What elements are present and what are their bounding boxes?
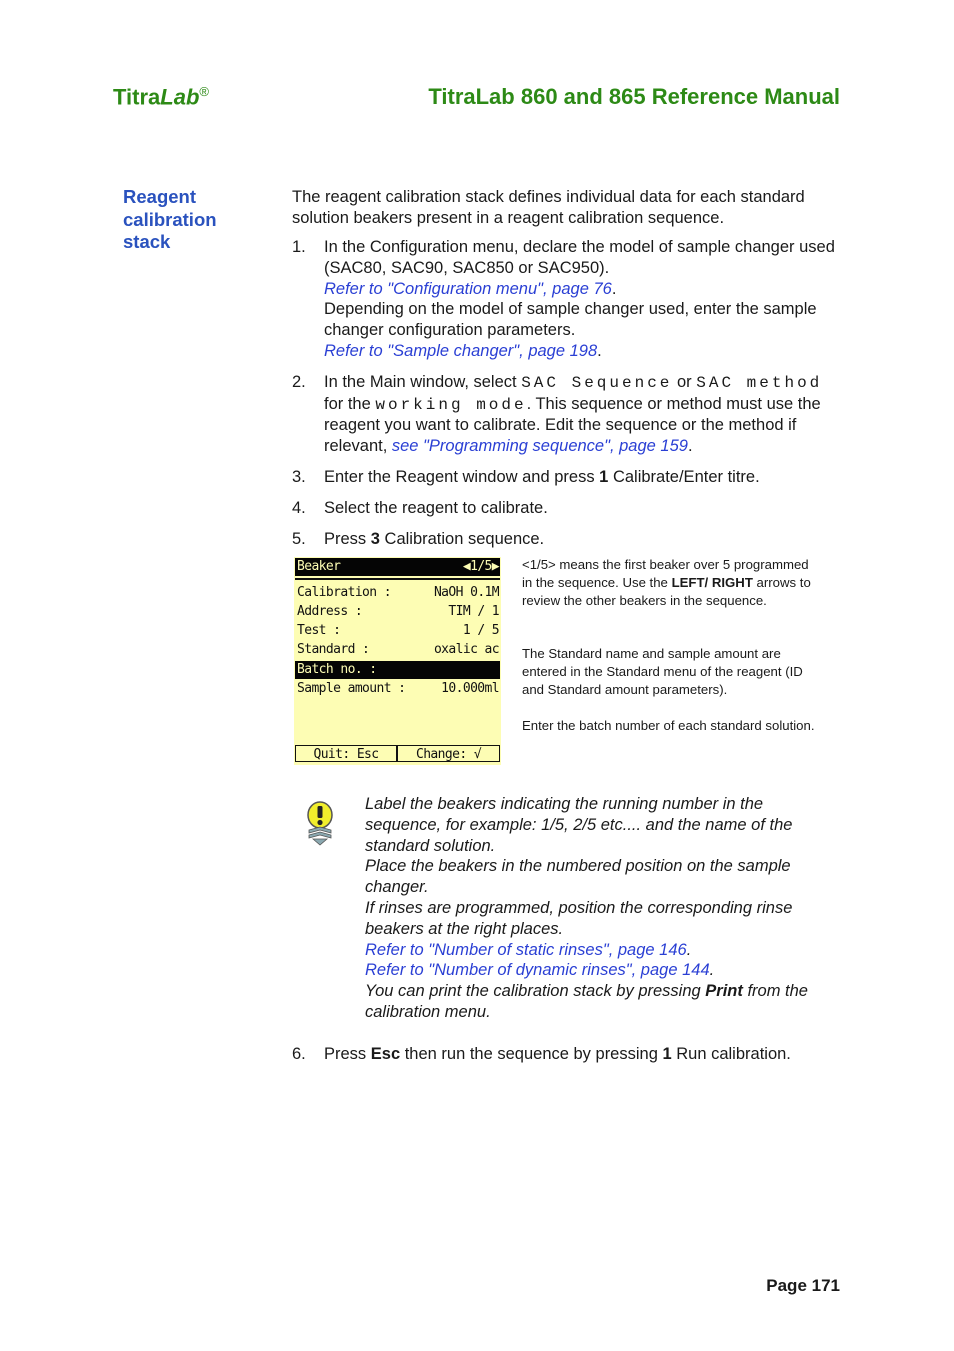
tip-block: Label the beakers indicating the running number in the sequence, for example: 1/5, 2/5 etc.... and the name of the standard solution. Place the beakers in the numbered position on the sample changer. If rinses are programmed, position the corresponding rinse beakers at the right places. Refer to "Number of static rinses", page 146. Refer to "Number of dynamic rinses", page 144. You can print the calibration stack by pressing Print from the calibration menu. xyxy=(365,794,840,1023)
step-number: 2. xyxy=(292,372,306,391)
key-label: LEFT/ RIGHT xyxy=(671,574,753,590)
step-text: Calibrate/Enter titre. xyxy=(608,467,760,486)
screen-row-sample-amount[interactable] xyxy=(295,680,500,698)
key-label: 1 xyxy=(662,1045,672,1063)
step-number: 4. xyxy=(292,498,306,517)
screen-row-calibration[interactable] xyxy=(295,584,500,602)
row-label: Calibration : xyxy=(297,585,391,600)
step-text: Press xyxy=(324,529,371,548)
key-label: Print xyxy=(705,982,743,1001)
step-2: 2. In the Main window, select SAC Sequence or SAC method for the working mode. This sequence or method must use the reagent you want to calibrate. Edit the sequence or the method if relevant, see "Programming sequence", page 159. xyxy=(292,372,823,456)
screen-row-batch-selected[interactable] xyxy=(295,661,500,679)
screen-title: Beaker xyxy=(297,559,341,574)
note-text: <1/5> means the first beaker over 5 programmed in the sequence. Use the xyxy=(522,557,809,590)
step-text: Depending on the model of sample changer used, enter the sample changer configuration parameters. xyxy=(324,300,817,340)
step-number: 3. xyxy=(292,467,306,486)
screen-row-standard[interactable] xyxy=(295,641,500,659)
step-text: Enter the Reagent window and press xyxy=(324,467,600,486)
tip-text: Place the beakers in the numbered position on the sample changer. xyxy=(365,857,791,897)
key-label: 1 xyxy=(599,467,609,486)
row-label: Sample amount : xyxy=(297,681,406,696)
row-value: 10.000ml xyxy=(441,681,499,696)
tip-text: You can print the calibration stack by pressing xyxy=(365,982,706,1001)
section-title-line: stack xyxy=(123,231,171,252)
step-text: or xyxy=(672,372,697,391)
programming-sequence-link[interactable]: see "Programming sequence", page 159 xyxy=(391,437,688,456)
key-label: Esc xyxy=(370,1045,401,1063)
step-4 xyxy=(292,498,837,519)
note-text: arrows to review the other beakers in the sequence. xyxy=(522,574,811,608)
step-text: then run the sequence by pressing xyxy=(400,1045,663,1063)
step-5 xyxy=(292,529,837,550)
manual-title: TitraLab 860 and 865 Reference Manual xyxy=(428,84,840,109)
sac-method-code: SAC method xyxy=(696,373,823,392)
sample-changer-link[interactable]: Refer to "Sample changer", page 198 xyxy=(324,341,598,360)
screen-note-counter xyxy=(522,556,822,609)
step-text: In the Configuration menu, declare the model of sample changer used (SAC80, SAC90, SAC850 or SAC950). xyxy=(324,238,835,277)
quit-esc-button[interactable]: Quit: Esc xyxy=(295,745,397,762)
row-value: NaOH 0.1M xyxy=(433,585,499,600)
beaker-counter[interactable]: ◀1/5▶ xyxy=(462,559,499,574)
configuration-menu-link[interactable]: Refer to "Configuration menu", page 76 xyxy=(324,279,612,298)
row-value: oxalic ac xyxy=(433,642,499,657)
intro-paragraph: The reagent calibration stack defines individual data for each standard solution beakers present in a reagent calibration sequence. xyxy=(292,188,805,227)
row-label: Standard : xyxy=(297,642,370,657)
dynamic-rinses-link[interactable]: Refer to "Number of dynamic rinses", page 144 xyxy=(365,961,710,980)
screen-title-bar xyxy=(295,558,500,576)
screen-row-test[interactable] xyxy=(295,622,500,640)
step-text: Press xyxy=(324,1045,371,1063)
row-value: TIM / 1 xyxy=(448,604,499,619)
step-3 xyxy=(292,467,837,488)
tip-text: If rinses are programmed, position the corresponding rinse beakers at the right places. xyxy=(365,898,793,938)
step-text: . This sequence or method must use the reagent you want to calibrate. Edit the sequence or the method if relevant, xyxy=(324,394,821,456)
key-label: 3 xyxy=(370,529,380,548)
static-rinses-link[interactable]: Refer to "Number of static rinses", page 146 xyxy=(365,940,687,959)
step-text: In the Main window, select xyxy=(324,372,522,391)
row-label: Test : xyxy=(297,623,341,638)
row-value: 1 / 5 xyxy=(462,623,499,638)
screen-divider xyxy=(295,578,500,580)
steps-list xyxy=(292,237,837,559)
section-title-line: Reagent xyxy=(123,186,196,207)
section-title-line: calibration xyxy=(123,208,217,230)
step-text: for the xyxy=(324,394,376,413)
screen-note-batch: Enter the batch number of each standard solution. xyxy=(522,718,815,733)
change-button[interactable]: Change: √ xyxy=(397,745,500,762)
working-mode-code: working mode xyxy=(375,395,527,414)
step-text: Select the reagent to calibrate. xyxy=(324,498,548,517)
step-1: 1. In the Configuration menu, declare the model of sample changer used (SAC80, SAC90, SAC850 or SAC950). Refer to "Configuration menu", page 76. Depending on the model of sample changer used, enter the sample changer configuration parameters. Refer to "Sample changer", page 198. xyxy=(292,238,835,360)
brand-mark: ® xyxy=(199,84,209,99)
step-number: 5. xyxy=(292,529,306,548)
tip-text: Label the beakers indicating the running number in the sequence, for example: 1/5, 2/5 etc.... and the name of the standard solution. xyxy=(365,795,793,855)
device-screen xyxy=(294,557,501,765)
step-6 xyxy=(292,1044,852,1065)
tip-text: from the calibration menu. xyxy=(365,982,808,1021)
lightbulb-tip-icon xyxy=(303,800,337,846)
row-label: Address : xyxy=(297,604,363,619)
row-label: Batch no. : xyxy=(297,662,377,677)
brand-prefix: Titra xyxy=(113,84,161,110)
page-number: Page 171 xyxy=(766,1276,840,1295)
section-title xyxy=(123,186,273,254)
step-text: Calibration sequence. xyxy=(379,529,545,548)
brand-logo xyxy=(113,84,209,110)
screen-note-standard: The Standard name and sample amount are entered in the Standard menu of the reagent (ID and Standard amount parameters). xyxy=(522,646,803,697)
brand-italic: Lab xyxy=(160,84,200,110)
step-text: Run calibration. xyxy=(671,1045,791,1063)
screen-row-address[interactable] xyxy=(295,603,500,621)
sac-sequence-code: SAC Sequence xyxy=(521,373,673,392)
step-number: 6. xyxy=(292,1045,306,1063)
step-number: 1. xyxy=(292,238,306,256)
